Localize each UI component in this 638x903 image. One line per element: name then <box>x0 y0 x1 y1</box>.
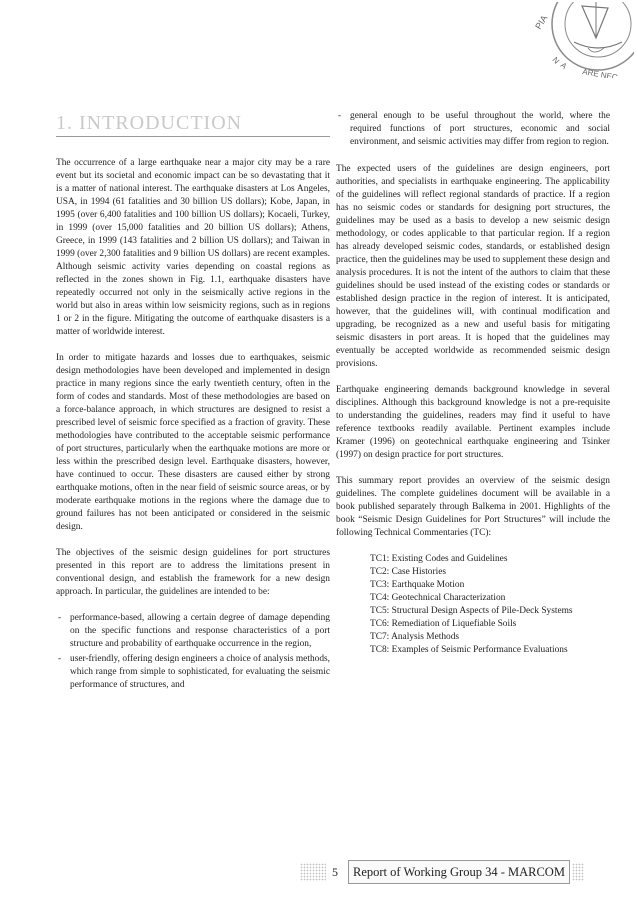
objective-text: performance-based, allowing a certain degree of damage depending on the specific functions and response characteristics of a port structure and probability of earthquake occurrence in the region, <box>70 613 330 649</box>
intro-paragraph-3: The objectives of the seismic design guidelines for port structures presented in this report are to address the limitations present in conventional design, and establish the framework for a new design approach. In particular, the guidelines are intended to be: <box>56 548 330 597</box>
section-heading: 1. INTRODUCTION <box>56 112 243 134</box>
summary-paragraph: This summary report provides an overview of the seismic design guidelines. The complete guidelines document will be available in a book published separately through Balkema in 2001. Highlights of the book “Seismic Design Guidelines for Port Structures” will include the following Technical Commentaries (TC): <box>336 476 610 538</box>
pianc-logo <box>522 2 634 78</box>
tc-item: TC1: Existing Codes and Guidelines <box>370 554 508 564</box>
page-footer <box>300 860 584 884</box>
objective-item: - performance-based, allowing a certain degree of damage depending on the specific functions and response characteristics of a port structure and probability of earthquake occurrence in the region, <box>58 613 330 649</box>
tc-item: TC3: Earthquake Motion <box>370 580 465 590</box>
tc-item: TC4: Geotechnical Characterization <box>370 593 506 603</box>
objective-text: user-friendly, offering design engineers a choice of analysis methods, which range from simple to sophisticated, for evaluating the seismic performance of structures, and <box>70 654 330 690</box>
objectives-list-continued <box>336 110 610 149</box>
svg-text:A: A <box>558 60 569 71</box>
tc-item: TC2: Case Histories <box>370 567 447 577</box>
right-column <box>336 110 610 657</box>
tc-item: TC6: Remediation of Liquefiable Soils <box>370 619 517 629</box>
technical-commentaries-list <box>336 553 610 657</box>
users-paragraph: The expected users of the guidelines are design engineers, port authorities, and specialists in earthquake engineering. The applicability of the guidelines will reflect regional standards of practice. If a region has no seismic codes or standards for designing port structures, the guidelines may be used as a basis to develop a new seismic design methodology, or codes applicable to that particular region. If a region has already developed seismic codes, standards, or established design practice, then the guidelines may be used to supplement these design and analysis procedures. It is not the intent of the authors to claim that these guidelines should be used instead of the existing codes or standards or established design practice in the region of interest. It is anticipated, however, that the guidelines will, with continual modification and upgrading, be recognized as a new and useful basis for mitigating seismic disasters in port areas. It is hoped that the guidelines may eventually be accepted worldwide as recommended seismic design provisions. <box>336 164 610 369</box>
svg-text:PIA: PIA <box>533 13 550 32</box>
objective-item: - general enough to be useful throughout the world, where the required functions of port structures, economic and social environment, and seismic activities may differ from region to region. <box>338 111 610 147</box>
report-title: Report of Working Group 34 - MARCOM <box>348 860 570 884</box>
objective-text: general enough to be useful throughout the world, where the required functions of port structures, economic and social environment, and seismic activities may differ from region to region. <box>350 111 610 147</box>
intro-paragraph-2: In order to mitigate hazards and losses due to earthquakes, seismic design methodologies have been developed and implemented in design practice in many regions since the early twentieth century, often in the form of codes and standards. Most of these methodologies are based on a force-balance approach, in which structures are designed to resist a prescribed level of seismic force specified as a fraction of gravity. These methodologies have contributed to the acceptable seismic performance of port structures, particularly when the earthquake motions are more or less within the prescribed design level. Earthquake disasters, however, have continued to occur. These disasters are caused either by strong earthquake motions, often in the near field of seismic source areas, or by moderate earthquake motions in the regions where the damage due to ground failures has not been anticipated or considered in the seismic design. <box>56 353 330 532</box>
heading-rule <box>56 136 330 137</box>
page-number: 5 <box>332 864 338 879</box>
footer-dot-pattern <box>300 863 326 881</box>
tc-item: TC5: Structural Design Aspects of Pile-Deck Systems <box>370 606 573 616</box>
objective-item: - user-friendly, offering design engineers a choice of analysis methods, which range from simple to sophisticated, for evaluating the seismic performance of structures, and <box>58 654 330 690</box>
tc-item: TC8: Examples of Seismic Performance Evaluations <box>370 645 568 655</box>
background-paragraph: Earthquake engineering demands background knowledge in several disciplines. Although this background knowledge is not a pre-requisite to understanding the guidelines, readers may find it useful to have reference textbooks readily available. Pertinent examples include Kramer (1996) on geotechnical earthquake engineering and Tsinker (1997) on design practice for port structures. <box>336 385 610 460</box>
left-column <box>56 110 330 694</box>
objectives-list <box>56 612 330 692</box>
tc-item: TC7: Analysis Methods <box>370 632 460 642</box>
svg-text:N: N <box>550 55 562 66</box>
footer-dot-pattern-right <box>572 863 584 881</box>
intro-paragraph-1: The occurrence of a large earthquake near a major city may be a rare event but its societal and economic impact can be so devastating that it is a matter of national interest. The earthquake disasters at Los Angeles, USA, in 1994 (61 fatalities and 30 billion US dollars); Kobe, Japan, in 1995 (over 6,400 fatalities and 100 billion US dollars); Kocaeli, Turkey, in 1999 (over 15,000 fatalities and 20 billion US dollars); Athens, Greece, in 1999 (143 fatalities and 2 billion US dollars); and Taiwan in 1999 (over 2,300 fatalities and 9 billion US dollars) are recent examples. Although seismic activity varies depending on coastal regions as reflected in the zones shown in Fig. 1.1, earthquake disasters have repeatedly occurred not only in the seismically active regions in the world but also in areas within low seismicity regions, such as in regions 1 or 2 in the figure. Mitigating the outcome of earthquake disasters is a matter of worldwide interest. <box>56 158 330 337</box>
logo-arc-text: ARE NEC <box>581 67 619 78</box>
